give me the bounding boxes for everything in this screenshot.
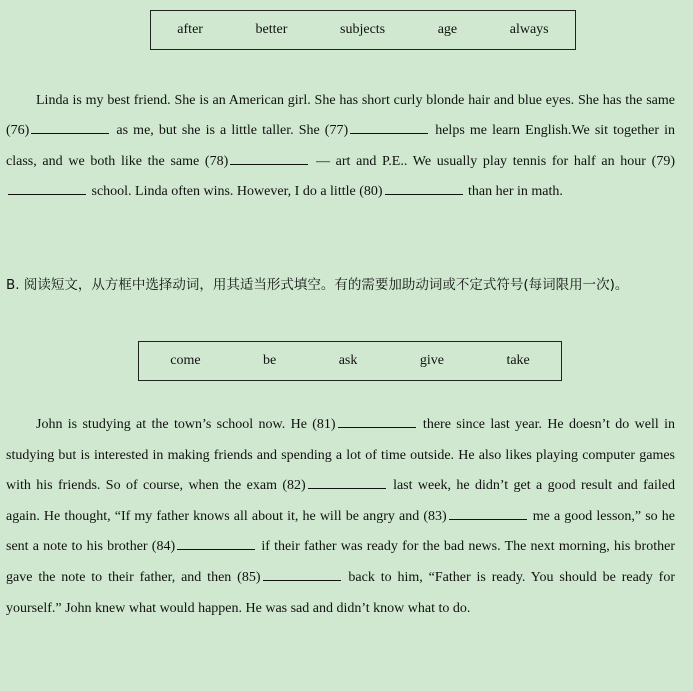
blank-84[interactable]: [177, 535, 255, 550]
word-option: subjects: [340, 22, 386, 37]
blank-80[interactable]: [385, 180, 463, 195]
blank-85[interactable]: [263, 566, 341, 581]
word-option: take: [506, 353, 530, 368]
passage-2: [6, 410, 675, 624]
passage-text: as me, but she is a little taller. She (77): [111, 123, 349, 139]
section-b-instruction: B. 阅读短文，从方框中选择动词，用其适当形式填空。有的需要加助动词或不定式符号(每词限用一次)。: [6, 277, 629, 293]
passage-text: helps me learn English.We sit together in class, and we both like the same (78): [6, 123, 675, 169]
blank-81[interactable]: [338, 413, 416, 428]
word-option: always: [509, 22, 549, 37]
word-option: be: [263, 353, 277, 368]
word-option: give: [419, 353, 444, 368]
passage-text: me a good lesson,” so he sent a note to his brother (84): [6, 508, 675, 555]
passage-text: if their father was ready for the bad news. The next morning, his brother gave the note to their father, and then (85): [6, 539, 675, 585]
passage-text: Linda is my best friend. She is an American girl. She has short curly blonde hair and blue eyes. She has the same (76): [6, 93, 675, 139]
word-option: come: [170, 353, 201, 368]
word-option: better: [255, 22, 288, 37]
word-box-1: [150, 10, 576, 50]
blank-76[interactable]: [31, 119, 109, 134]
passage-1: [6, 86, 675, 207]
passage-text: John is studying at the town’s school now. He (81): [36, 417, 336, 432]
word-option: age: [437, 22, 458, 37]
passage-text: — art and P.E.. We usually play tennis for half an hour (79): [310, 153, 675, 169]
word-option: ask: [338, 353, 358, 368]
blank-77[interactable]: [350, 119, 428, 134]
blank-78[interactable]: [230, 150, 308, 165]
blank-83[interactable]: [449, 505, 527, 520]
word-option: after: [177, 22, 203, 37]
passage-text: last week, he didn’t get a good result and failed again. He thought, “If my father knows all about it, he will be angry and (83): [6, 478, 675, 524]
blank-79[interactable]: [8, 180, 86, 195]
passage-text: back to him, “Father is ready. You should be ready for yourself.” John knew what would happen. He was sad and didn’t know what to do.: [6, 569, 676, 616]
word-box-2: [138, 341, 562, 381]
passage-text: school. Linda often wins. However, I do a little (80): [88, 183, 383, 199]
blank-82[interactable]: [308, 474, 386, 489]
passage-text: there since last year. He doesn’t do well in studying but is interested in making friends and spending a lot of time outside. He also likes playing computer games with his friends. So of course, when the exam (82): [6, 417, 675, 494]
passage-text: than her in math.: [464, 183, 563, 199]
